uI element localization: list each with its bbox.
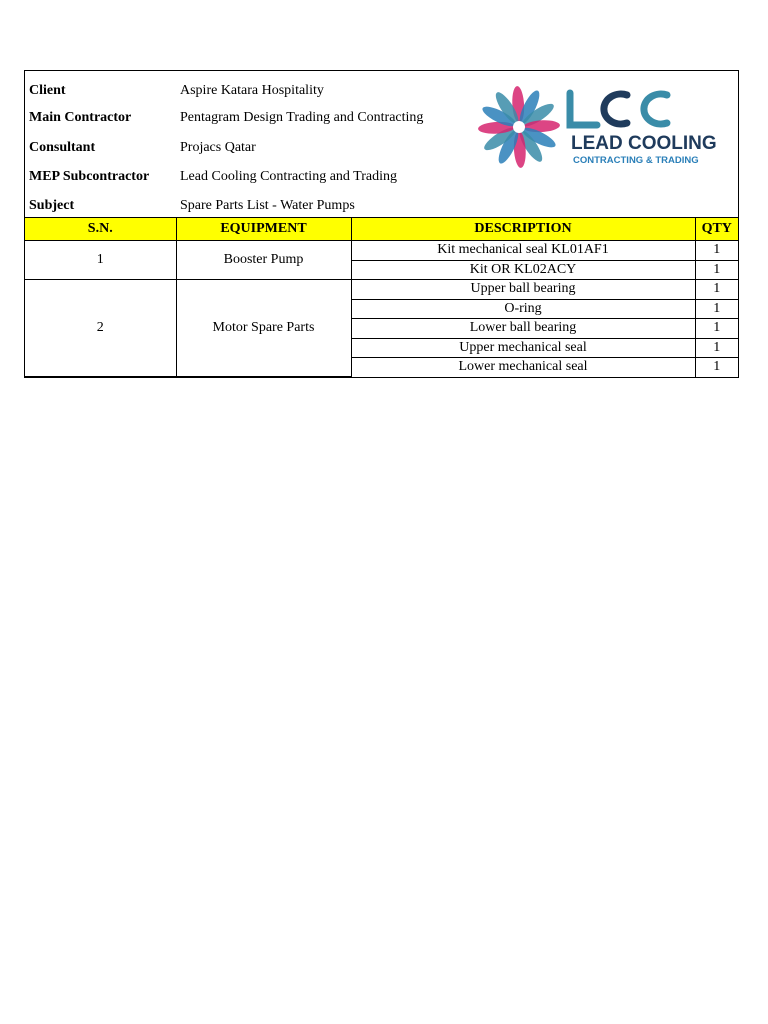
column-header-equipment: EQUIPMENT xyxy=(176,218,351,241)
consultant-value: Projacs Qatar xyxy=(180,140,256,155)
description-cell: Kit mechanical seal KL01AF1 xyxy=(351,241,695,261)
spare-parts-table xyxy=(25,217,738,377)
spare-parts-sheet xyxy=(24,70,739,378)
equipment-cell: Booster Pump xyxy=(176,241,351,280)
mep-subcontractor-label: MEP Subcontractor xyxy=(29,169,150,184)
flower-emblem-icon xyxy=(477,85,561,169)
logo-tagline: CONTRACTING & TRADING xyxy=(573,155,699,166)
qty-cell: 1 xyxy=(695,338,738,358)
qty-cell: 1 xyxy=(695,260,738,280)
qty-cell: 1 xyxy=(695,299,738,319)
subject-value: Spare Parts List - Water Pumps xyxy=(180,198,355,213)
table-header-row xyxy=(25,218,738,241)
description-cell: Lower mechanical seal xyxy=(351,358,695,377)
equipment-cell: Motor Spare Parts xyxy=(176,280,351,377)
document-header xyxy=(25,71,738,217)
lead-cooling-logo xyxy=(477,83,729,173)
table-row xyxy=(25,280,738,300)
sn-cell: 1 xyxy=(25,241,176,280)
main-contractor-value: Pentagram Design Trading and Contracting xyxy=(180,110,424,125)
client-label: Client xyxy=(29,83,66,98)
table-row xyxy=(25,241,738,261)
main-contractor-label: Main Contractor xyxy=(29,110,132,125)
qty-cell: 1 xyxy=(695,358,738,377)
logo-letters-icon xyxy=(570,93,667,125)
sn-cell: 2 xyxy=(25,280,176,377)
description-cell: Lower ball bearing xyxy=(351,319,695,339)
column-header-description: DESCRIPTION xyxy=(351,218,695,241)
qty-cell: 1 xyxy=(695,280,738,300)
mep-subcontractor-value: Lead Cooling Contracting and Trading xyxy=(180,169,397,184)
description-cell: O-ring xyxy=(351,299,695,319)
column-header-sn: S.N. xyxy=(25,218,176,241)
logo-company-name: LEAD COOLING xyxy=(571,133,717,154)
description-cell: Kit OR KL02ACY xyxy=(351,260,695,280)
qty-cell: 1 xyxy=(695,241,738,261)
lead-cooling-logo-graphic xyxy=(477,83,729,173)
description-cell: Upper mechanical seal xyxy=(351,338,695,358)
column-header-qty: QTY xyxy=(695,218,738,241)
qty-cell: 1 xyxy=(695,319,738,339)
subject-label: Subject xyxy=(29,198,75,213)
consultant-label: Consultant xyxy=(29,140,96,155)
client-value: Aspire Katara Hospitality xyxy=(180,83,324,98)
description-cell: Upper ball bearing xyxy=(351,280,695,300)
